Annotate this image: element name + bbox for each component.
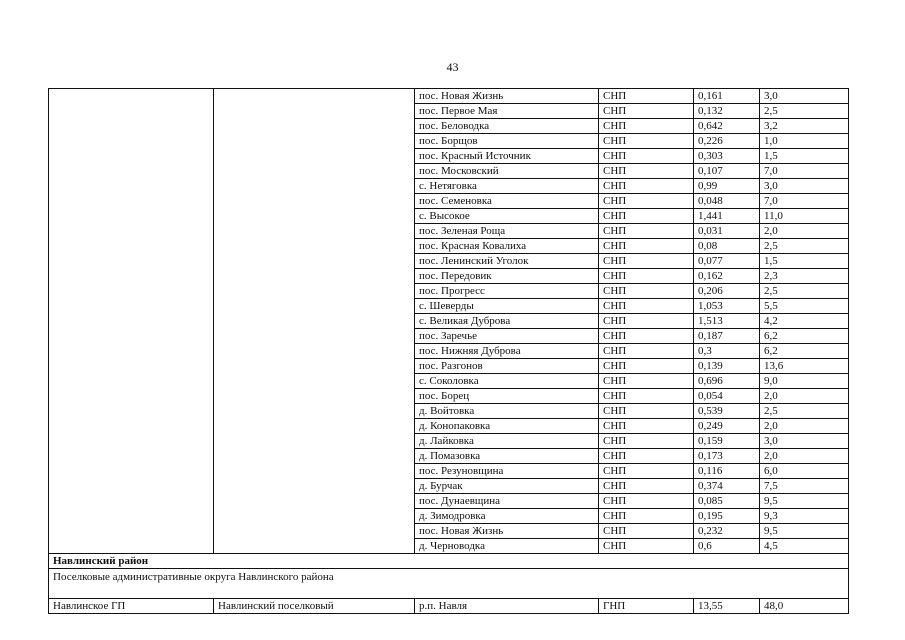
settlement-cell: пос. Ленинский Уголок bbox=[415, 254, 599, 269]
value-cell: 3,2 bbox=[760, 119, 849, 134]
area-cell: 0,232 bbox=[694, 524, 760, 539]
type-cell: СНП bbox=[599, 419, 694, 434]
area-cell: 1,513 bbox=[694, 314, 760, 329]
area-cell: 1,053 bbox=[694, 299, 760, 314]
section-title: Навлинский район bbox=[49, 554, 849, 569]
settlement-cell: р.п. Навля bbox=[415, 599, 599, 614]
area-cell: 0,048 bbox=[694, 194, 760, 209]
settlement-cell: пос. Нижняя Дуброва bbox=[415, 344, 599, 359]
type-cell: СНП bbox=[599, 404, 694, 419]
type-cell: СНП bbox=[599, 299, 694, 314]
type-cell: СНП bbox=[599, 524, 694, 539]
settlement-cell: пос. Борец bbox=[415, 389, 599, 404]
table-body bbox=[49, 89, 849, 614]
type-cell: СНП bbox=[599, 254, 694, 269]
value-cell: 9,5 bbox=[760, 524, 849, 539]
settlement-cell: с. Соколовка bbox=[415, 374, 599, 389]
area-cell: 1,441 bbox=[694, 209, 760, 224]
value-cell: 2,5 bbox=[760, 404, 849, 419]
value-cell: 7,0 bbox=[760, 164, 849, 179]
district-cell bbox=[214, 89, 415, 554]
value-cell: 2,3 bbox=[760, 269, 849, 284]
settlement-cell: пос. Первое Мая bbox=[415, 104, 599, 119]
area-cell: 0,374 bbox=[694, 479, 760, 494]
area-cell: 0,99 bbox=[694, 179, 760, 194]
type-cell: СНП bbox=[599, 509, 694, 524]
value-cell: 9,5 bbox=[760, 494, 849, 509]
settlement-cell: д. Помазовка bbox=[415, 449, 599, 464]
area-cell: 0,226 bbox=[694, 134, 760, 149]
settlement-cell: д. Войтовка bbox=[415, 404, 599, 419]
settlement-cell: с. Высокое bbox=[415, 209, 599, 224]
settlement-cell: пос. Семеновка bbox=[415, 194, 599, 209]
settlement-cell: с. Шеверды bbox=[415, 299, 599, 314]
municipality-cell bbox=[49, 89, 214, 554]
type-cell: СНП bbox=[599, 494, 694, 509]
settlement-cell: пос. Борщов bbox=[415, 134, 599, 149]
settlement-cell: д. Черноводка bbox=[415, 539, 599, 554]
area-cell: 0,187 bbox=[694, 329, 760, 344]
settlement-cell: д. Лайковка bbox=[415, 434, 599, 449]
settlement-cell: с. Нетяговка bbox=[415, 179, 599, 194]
settlement-cell: пос. Разгонов bbox=[415, 359, 599, 374]
settlement-cell: пос. Беловодка bbox=[415, 119, 599, 134]
section-row bbox=[49, 554, 849, 569]
value-cell: 3,0 bbox=[760, 89, 849, 104]
subsection-row bbox=[49, 569, 849, 599]
type-cell: СНП bbox=[599, 464, 694, 479]
settlement-cell: пос. Резуновщина bbox=[415, 464, 599, 479]
value-cell: 3,0 bbox=[760, 434, 849, 449]
value-cell: 13,6 bbox=[760, 359, 849, 374]
area-cell: 0,195 bbox=[694, 509, 760, 524]
type-cell: СНП bbox=[599, 149, 694, 164]
value-cell: 1,5 bbox=[760, 254, 849, 269]
type-cell: СНП bbox=[599, 314, 694, 329]
value-cell: 2,0 bbox=[760, 449, 849, 464]
area-cell: 0,159 bbox=[694, 434, 760, 449]
area-cell: 0,6 bbox=[694, 539, 760, 554]
type-cell: СНП bbox=[599, 209, 694, 224]
value-cell: 4,2 bbox=[760, 314, 849, 329]
area-cell: 0,161 bbox=[694, 89, 760, 104]
type-cell: СНП bbox=[599, 104, 694, 119]
type-cell: СНП bbox=[599, 224, 694, 239]
area-cell: 0,08 bbox=[694, 239, 760, 254]
value-cell: 2,0 bbox=[760, 419, 849, 434]
type-cell: СНП bbox=[599, 284, 694, 299]
settlement-cell: пос. Московский bbox=[415, 164, 599, 179]
area-cell: 0,116 bbox=[694, 464, 760, 479]
value-cell: 1,0 bbox=[760, 134, 849, 149]
area-cell: 0,3 bbox=[694, 344, 760, 359]
settlement-cell: пос. Красный Источник bbox=[415, 149, 599, 164]
value-cell: 2,0 bbox=[760, 224, 849, 239]
type-cell: СНП bbox=[599, 89, 694, 104]
type-cell: СНП bbox=[599, 179, 694, 194]
type-cell: СНП bbox=[599, 479, 694, 494]
type-cell: СНП bbox=[599, 329, 694, 344]
settlement-cell: пос. Передовик bbox=[415, 269, 599, 284]
value-cell: 1,5 bbox=[760, 149, 849, 164]
type-cell: СНП bbox=[599, 239, 694, 254]
area-cell: 0,303 bbox=[694, 149, 760, 164]
page-number: 43 bbox=[446, 60, 459, 74]
settlement-cell: пос. Красная Ковалиха bbox=[415, 239, 599, 254]
value-cell: 3,0 bbox=[760, 179, 849, 194]
area-cell: 0,054 bbox=[694, 389, 760, 404]
value-cell: 2,5 bbox=[760, 239, 849, 254]
type-cell: СНП bbox=[599, 449, 694, 464]
area-cell: 13,55 bbox=[694, 599, 760, 614]
area-cell: 0,539 bbox=[694, 404, 760, 419]
subsection-title: Поселковые административные округа Навлинского района bbox=[49, 569, 849, 599]
value-cell: 4,5 bbox=[760, 539, 849, 554]
settlement-cell: пос. Дунаевщина bbox=[415, 494, 599, 509]
settlement-cell: пос. Новая Жизнь bbox=[415, 524, 599, 539]
settlement-cell: д. Зимодровка bbox=[415, 509, 599, 524]
value-cell: 6,2 bbox=[760, 344, 849, 359]
value-cell: 7,0 bbox=[760, 194, 849, 209]
value-cell: 48,0 bbox=[760, 599, 849, 614]
area-cell: 0,249 bbox=[694, 419, 760, 434]
type-cell: СНП bbox=[599, 344, 694, 359]
area-cell: 0,132 bbox=[694, 104, 760, 119]
area-cell: 0,206 bbox=[694, 284, 760, 299]
type-cell: СНП bbox=[599, 359, 694, 374]
district-cell: Навлинский поселковый bbox=[214, 599, 415, 614]
type-cell: СНП bbox=[599, 389, 694, 404]
settlement-cell: пос. Новая Жизнь bbox=[415, 89, 599, 104]
value-cell: 2,5 bbox=[760, 284, 849, 299]
settlement-cell: пос. Прогресс bbox=[415, 284, 599, 299]
settlement-cell: д. Бурчак bbox=[415, 479, 599, 494]
area-cell: 0,107 bbox=[694, 164, 760, 179]
value-cell: 5,5 bbox=[760, 299, 849, 314]
value-cell: 9,0 bbox=[760, 374, 849, 389]
municipality-cell: Навлинское ГП bbox=[49, 599, 214, 614]
value-cell: 9,3 bbox=[760, 509, 849, 524]
value-cell: 2,0 bbox=[760, 389, 849, 404]
type-cell: ГНП bbox=[599, 599, 694, 614]
settlement-cell: пос. Заречье bbox=[415, 329, 599, 344]
settlement-cell: с. Великая Дуброва bbox=[415, 314, 599, 329]
table-row bbox=[49, 89, 849, 104]
type-cell: СНП bbox=[599, 269, 694, 284]
value-cell: 7,5 bbox=[760, 479, 849, 494]
type-cell: СНП bbox=[599, 134, 694, 149]
table-row bbox=[49, 599, 849, 614]
area-cell: 0,696 bbox=[694, 374, 760, 389]
settlement-cell: пос. Зеленая Роща bbox=[415, 224, 599, 239]
value-cell: 11,0 bbox=[760, 209, 849, 224]
value-cell: 2,5 bbox=[760, 104, 849, 119]
value-cell: 6,2 bbox=[760, 329, 849, 344]
area-cell: 0,031 bbox=[694, 224, 760, 239]
area-cell: 0,162 bbox=[694, 269, 760, 284]
settlements-table bbox=[48, 88, 849, 614]
area-cell: 0,642 bbox=[694, 119, 760, 134]
type-cell: СНП bbox=[599, 119, 694, 134]
type-cell: СНП bbox=[599, 539, 694, 554]
type-cell: СНП bbox=[599, 164, 694, 179]
area-cell: 0,173 bbox=[694, 449, 760, 464]
area-cell: 0,085 bbox=[694, 494, 760, 509]
value-cell: 6,0 bbox=[760, 464, 849, 479]
type-cell: СНП bbox=[599, 374, 694, 389]
settlement-cell: д. Конопаковка bbox=[415, 419, 599, 434]
type-cell: СНП bbox=[599, 194, 694, 209]
type-cell: СНП bbox=[599, 434, 694, 449]
area-cell: 0,077 bbox=[694, 254, 760, 269]
area-cell: 0,139 bbox=[694, 359, 760, 374]
